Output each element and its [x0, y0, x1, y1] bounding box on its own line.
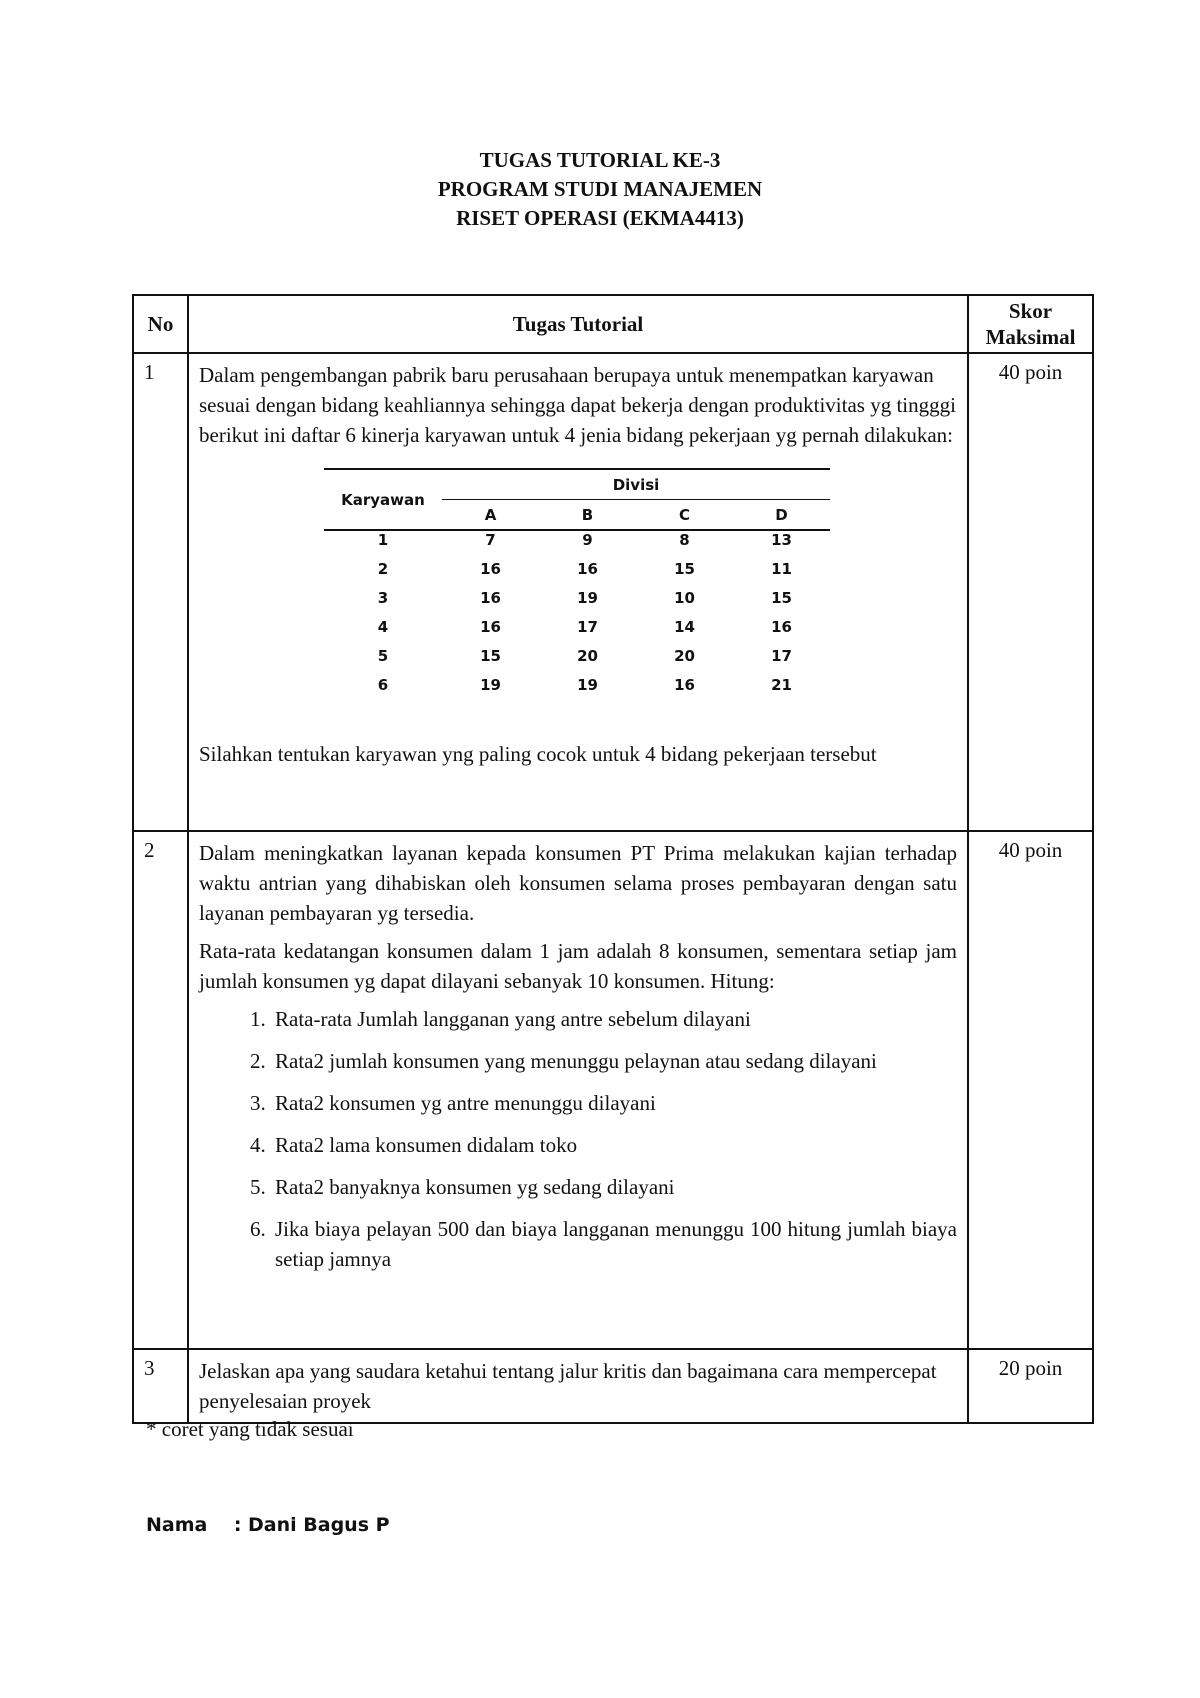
task-cell	[188, 353, 968, 831]
task-cell	[188, 831, 968, 1349]
task-text: Dalam pengembangan pabrik baru perusahaan berupaya untuk menempatkan karyawan sesuai dengan bidang keahliannya sehingga dapat bekerja dengan produktivitas yg tingggi berikut ini daftar 6 kinerja karyawan untuk 4 jenia bidang pekerjaan yg pernah dilakukan:	[199, 363, 956, 447]
data-row	[324, 676, 830, 705]
document-title	[0, 146, 1200, 233]
list-item: 5. Rata2 banyaknya konsumen yg sedang dilayani	[271, 1172, 957, 1202]
list-item: 4. Rata2 lama konsumen didalam toko	[271, 1130, 957, 1160]
row-number: 3	[133, 1349, 188, 1423]
max-score: 40 poin	[968, 831, 1093, 1349]
data-cell: 10	[674, 589, 695, 607]
data-cell: 20	[674, 647, 695, 665]
row-number: 2	[133, 831, 188, 1349]
data-cell: 9	[582, 531, 593, 549]
data-cell: 17	[577, 618, 598, 636]
employee-number: 4	[377, 618, 389, 636]
column-header: D	[733, 500, 830, 531]
employee-number: 6	[377, 676, 389, 694]
employee-number: 1	[377, 531, 389, 549]
data-cell: 16	[577, 560, 598, 578]
data-cell: 16	[480, 589, 501, 607]
column-header: A	[442, 500, 539, 531]
karyawan-header: Karyawan	[324, 469, 442, 530]
data-cell: 17	[771, 647, 792, 665]
data-row	[324, 530, 830, 560]
col-header-task: Tugas Tutorial	[188, 295, 968, 353]
data-cell: 16	[674, 676, 695, 694]
data-cell: 16	[480, 560, 501, 578]
data-cell: 15	[480, 647, 501, 665]
row-number: 1	[133, 353, 188, 831]
task-text: Dalam meningkatkan layanan kepada konsumen PT Prima melakukan kajian terhadap waktu antrian yang dihabiskan oleh konsumen selama proses pembayaran dengan satu layanan pembayaran yg tersedia.	[199, 841, 957, 925]
employee-number: 3	[377, 589, 389, 607]
col-header-skor: Skor Maksimal	[968, 295, 1093, 353]
performance-table	[324, 468, 830, 705]
performance-table-wrap	[324, 468, 830, 705]
data-cell: 7	[485, 531, 496, 549]
data-cell: 8	[679, 531, 690, 549]
column-header: B	[539, 500, 636, 531]
name-value: : Dani Bagus P	[233, 1514, 390, 1536]
task-cell	[188, 1349, 968, 1423]
footnote: * coret yang tidak sesuai	[146, 1417, 354, 1441]
column-header: C	[636, 500, 733, 531]
data-cell: 11	[771, 560, 792, 578]
data-cell: 15	[674, 560, 695, 578]
title-line-1: TUGAS TUTORIAL KE-3	[479, 148, 721, 172]
tutorial-table	[132, 294, 1094, 1424]
task-text: Jelaskan apa yang saudara ketahui tentang jalur kritis dan bagaimana cara mempercepat penyelesaian proyek	[199, 1359, 937, 1413]
employee-number: 5	[377, 647, 389, 665]
data-cell: 20	[577, 647, 598, 665]
max-score: 20 poin	[968, 1349, 1093, 1423]
list-item: 2. Rata2 jumlah konsumen yang menunggu pelaynan atau sedang dilayani	[271, 1046, 957, 1076]
table-row	[133, 1349, 1093, 1423]
data-row	[324, 618, 830, 647]
student-name	[146, 1514, 390, 1536]
task-question: Silahkan tentukan karyawan yng paling cocok untuk 4 bidang pekerjaan tersebut	[199, 742, 877, 766]
col-header-no: No	[133, 295, 188, 353]
employee-number: 2	[377, 560, 389, 578]
data-cell: 13	[771, 531, 792, 549]
task-text: Rata-rata kedatangan konsumen dalam 1 jam adalah 8 konsumen, sementara setiap jam jumlah konsumen yg dapat dilayani sebanyak 10 konsumen. Hitung:	[199, 939, 957, 993]
table-row	[133, 353, 1093, 831]
data-cell: 16	[480, 618, 501, 636]
list-item: 6. Jika biaya pelayan 500 dan biaya langganan menunggu 100 hitung jumlah biaya setiap jamnya	[271, 1214, 957, 1274]
data-cell: 15	[771, 589, 792, 607]
data-cell: 19	[577, 589, 598, 607]
data-cell: 14	[674, 618, 695, 636]
max-score: 40 poin	[968, 353, 1093, 831]
name-label: Nama	[146, 1514, 228, 1536]
question-list	[199, 1004, 957, 1274]
divisi-header: Divisi	[442, 469, 830, 500]
data-cell: 19	[577, 676, 598, 694]
data-row	[324, 560, 830, 589]
title-line-3: RISET OPERASI (EKMA4413)	[456, 206, 744, 230]
data-cell: 19	[480, 676, 501, 694]
list-item: 1. Rata-rata Jumlah langganan yang antre sebelum dilayani	[271, 1004, 957, 1034]
list-item: 3. Rata2 konsumen yg antre menunggu dilayani	[271, 1088, 957, 1118]
data-row	[324, 589, 830, 618]
table-row	[133, 831, 1093, 1349]
data-cell: 16	[771, 618, 792, 636]
data-row	[324, 647, 830, 676]
data-cell: 21	[771, 676, 792, 694]
title-line-2: PROGRAM STUDI MANAJEMEN	[437, 177, 763, 201]
